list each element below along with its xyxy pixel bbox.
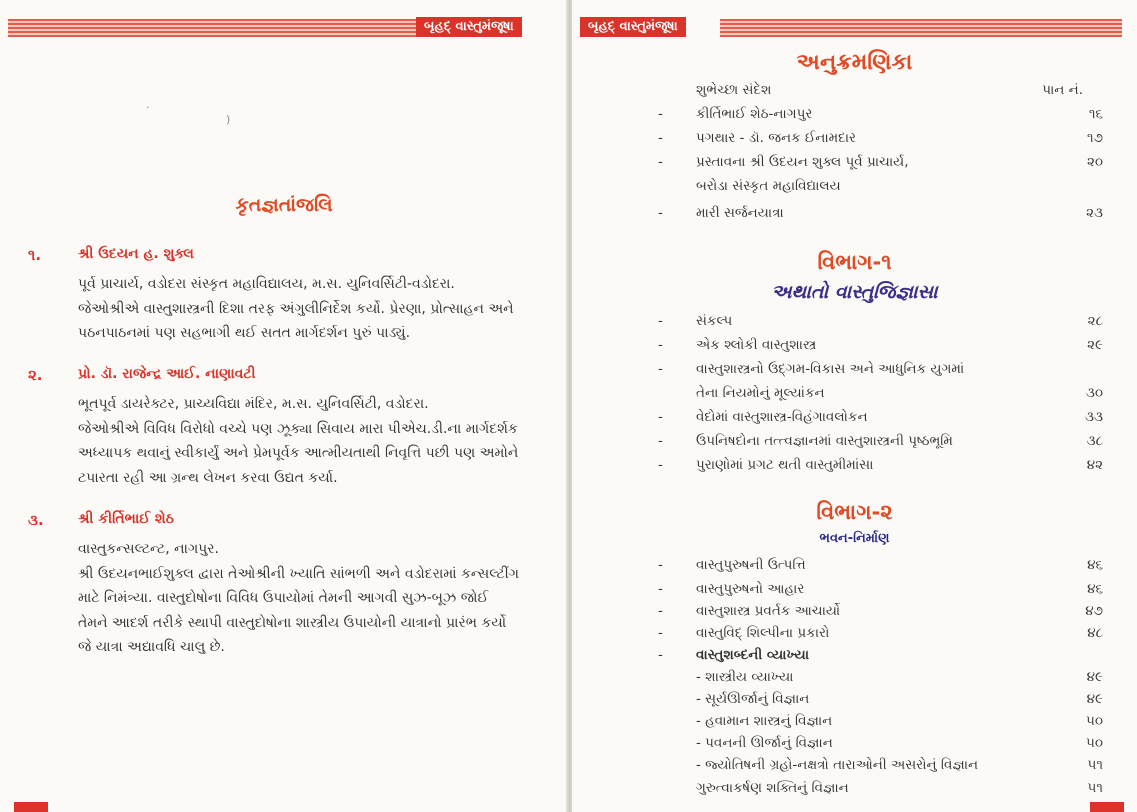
toc-text: - પવનની ઊર્જાનું વિજ્ઞાન [696, 735, 833, 751]
toc-row [572, 667, 1137, 689]
toc-page: ૪૨ [1086, 457, 1103, 473]
toc-row [572, 755, 1137, 777]
toc-dash: - [658, 337, 663, 353]
entry-line: જેઓશ્રીએ વિવિધ વિરોધો વચ્ચે પણ ઝૂક્યા સિવાય મારા પીએચ.ડી.ના માર્ગદર્શક [78, 420, 518, 437]
entry-line: તેમને આદર્શ તરીકે સ્થાપી વાસ્તુદોષોના શાસ્ત્રીય ઉપાયોની યાત્રાનો પ્રારંભ કર્યો [78, 614, 507, 631]
toc-row [572, 711, 1137, 733]
entry-body [78, 272, 548, 346]
toc-row [572, 359, 1137, 381]
toc-dash: - [658, 557, 663, 573]
toc-text: વાસ્તુશબ્દની વ્યાખ્યા [696, 647, 809, 663]
toc-text: - હવામાન શાસ્ત્રનું વિજ્ઞાન [696, 713, 833, 729]
toc-dash: - [658, 409, 663, 425]
toc-page: ૧૭ [1087, 130, 1103, 146]
toc-dash: - [658, 603, 663, 619]
entry-line: માટે નિમંત્ર્યા. વાસ્તુદોષોના વિવિધ ઉપાયોમાં તેમની આગવી સુઝ-બૂઝ જોઈ [78, 590, 489, 606]
toc-text: પ્રસ્તાવના શ્રી ઉદયન શુક્લ પૂર્વ પ્રાચાર્ય, [696, 154, 909, 170]
toc-page: ૫૦ [1086, 713, 1103, 729]
toc-row [572, 689, 1137, 711]
toc-dash: - [658, 130, 663, 146]
entry-body [78, 392, 548, 490]
entry-line: ભૂતપૂર્વ ડાયરેક્ટર, પ્રાચ્યવિદ્યા મંદિર, મ.સ. યુનિવર્સિટી, વડોદરા. [78, 396, 429, 412]
toc-row [572, 645, 1137, 667]
contents-title: અનુક્રમણિકા [796, 50, 913, 75]
stray-mark: ) [226, 113, 231, 126]
toc-page: ૨૦ [1086, 154, 1103, 170]
toc-page: ૪૯ [1086, 691, 1103, 707]
entry-line: શ્રી ઉદયનભાઈશુક્લ દ્વારા તેઓશ્રીની ખ્યાતિ સાંભળી અને વડોદરામાં કન્સલ્ટીંગ [78, 565, 519, 582]
entry-line: ટપારતા રહી આ ગ્રન્થ લેખન કરવા ઉદ્યત કર્યા. [78, 469, 338, 486]
entry-name: શ્રી ઉદયન હ. શુક્લ [78, 246, 194, 262]
left-page [0, 0, 568, 812]
toc-row [572, 104, 1137, 126]
page-number-box-right [1090, 802, 1124, 812]
toc-dash: - [658, 581, 663, 597]
acknowledgement-title: કૃતજ્ઞતાંજલિ [235, 194, 333, 216]
right-page [572, 0, 1137, 812]
toc-text: સંકલ્પ [696, 313, 733, 329]
toc-text: મારી સર્જનયાત્રા [696, 205, 784, 221]
toc-dash: - [658, 433, 663, 449]
toc-dash: - [658, 647, 663, 663]
toc-page: ૪૮ [1087, 625, 1103, 641]
toc-row [572, 407, 1137, 429]
toc-text: વાસ્તુવિદ્ શિલ્પીના પ્રકારો [696, 625, 830, 641]
toc-dash: - [658, 313, 663, 329]
toc-text: ગુરુત્વાકર્ષણ શક્તિનું વિજ્ઞાન [696, 780, 849, 796]
toc-row [572, 778, 1137, 800]
toc-row [572, 203, 1137, 225]
toc-page: ૩૩ [1085, 409, 1103, 425]
toc-row [572, 311, 1137, 333]
toc-text: શુભેચ્છા સંદેશ [696, 82, 772, 98]
toc-dash: - [658, 625, 663, 641]
toc-dash: - [658, 361, 663, 377]
entry-body [78, 537, 548, 660]
section2-subtitle: ભવન-નિર્માણ [819, 531, 890, 546]
toc-text: એક શ્લોકી વાસ્તુશાસ્ત્ર [696, 337, 817, 353]
entry-line: જેઓશ્રીએ વાસ્તુશાસ્ત્રની દિશા તરફ અંગુલીનિર્દેશ કર્યો. પ્રેરણા, પ્રોત્સાહન અને [78, 300, 514, 317]
section2-title: વિભાગ-૨ [816, 500, 893, 524]
header-rule-right [720, 19, 1122, 37]
toc-page: ૩૦ [1085, 385, 1103, 401]
toc-text: કીર્તિભાઈ શેઠ-નાગપુર [696, 106, 813, 122]
running-title-right: બૃહદ્ વાસ્તુમંજૂષા [580, 17, 686, 37]
section1-title: વિભાગ-૧ [817, 250, 892, 274]
stray-mark: · [146, 101, 150, 114]
toc-row [572, 431, 1137, 453]
toc-text: તેના નિયમોનું મૂલ્યાંકન [696, 385, 825, 401]
toc-page: ૧૬ [1088, 106, 1103, 122]
toc-row [572, 623, 1137, 645]
toc-page: ૨૮ [1087, 313, 1103, 329]
entry-line: પઠનપાઠનમાં પણ સહભાગી થઈ સતત માર્ગદર્શન પુરું પાડ્યું. [78, 325, 411, 341]
toc-row [572, 455, 1137, 477]
header-rule-left [8, 19, 416, 37]
page-number-box-left [14, 802, 48, 812]
toc-dash: - [658, 154, 663, 170]
toc-page: ૩૮ [1086, 433, 1103, 449]
toc-row [572, 128, 1137, 150]
toc-row [572, 152, 1137, 174]
toc-row [572, 383, 1137, 405]
toc-text: વેદોમાં વાસ્તુશાસ્ત્ર-વિહંગાવલોકન [696, 409, 868, 425]
toc-page: ૨૯ [1087, 337, 1103, 353]
toc-page: ૫૦ [1086, 735, 1103, 751]
page-column-header: પાન નં. [1042, 82, 1083, 98]
toc-row [572, 579, 1137, 601]
entry-number: ૧. [28, 246, 42, 264]
toc-text: વાસ્તુશાસ્ત્ર પ્રવર્તક આચાર્યો [696, 603, 841, 619]
toc-text: - સૂર્યઊર્જાનું વિજ્ઞાન [696, 691, 810, 707]
toc-row [572, 555, 1137, 577]
toc-row [572, 733, 1137, 755]
entry-number: ૨. [28, 366, 43, 384]
toc-row [572, 176, 1137, 198]
entry-line: વાસ્તુકન્સલ્ટન્ટ, નાગપુર. [78, 541, 219, 557]
toc-text: - શાસ્ત્રીય વ્યાખ્યા [696, 669, 794, 685]
entry-line: પૂર્વ પ્રાચાર્ય, વડોદરા સંસ્કૃત મહાવિદ્યાલય, મ.સ. યુનિવર્સિટી-વડોદરા. [78, 276, 455, 292]
toc-row [572, 601, 1137, 623]
toc-text: પગથાર - ડૉ. જનક ઈનામદાર [696, 130, 856, 146]
section1-subtitle: અથાતો વાસ્તુજિજ્ઞાસા [771, 281, 938, 303]
toc-text: - જ્યોતિષની ગ્રહો-નક્ષત્રો તારાઓની અસરોનું વિજ્ઞાન [696, 757, 979, 773]
toc-text: પુરાણોમાં પ્રગટ થતી વાસ્તુમીમાંસા [696, 457, 874, 473]
toc-page: ૪૬ [1087, 557, 1103, 573]
toc-text: વાસ્તુપુરુષનો આહાર [696, 581, 805, 597]
toc-page: ૨૩ [1086, 205, 1103, 221]
toc-text: બરોડા સંસ્કૃત મહાવિદ્યાલય [696, 178, 841, 194]
entry-line: અધ્યાપક થવાનું સ્વીકાર્યું અને પ્રેમપૂર્વક આત્મીયતાથી નિવૃત્તિ પછી પણ અમોને [78, 445, 519, 461]
toc-text: વાસ્તુશાસ્ત્રનો ઉદ્ગમ-વિકાસ અને આધુનિક યુગમાં [696, 361, 965, 377]
entry-line: જે યાત્રા અદ્યાવધિ ચાલુ છે. [78, 639, 225, 655]
toc-header-row [572, 80, 1137, 102]
toc-dash: - [658, 106, 663, 122]
toc-text: ઉપનિષદોના તત્ત્વજ્ઞાનમાં વાસ્તુશાસ્ત્રની પૃષ્ઠભૂમિ [696, 433, 953, 449]
toc-text: વાસ્તુપુરુષની ઉત્પત્તિ [696, 557, 806, 573]
toc-row [572, 335, 1137, 357]
toc-page: ૪૭ [1085, 603, 1103, 619]
entry-name: પ્રો. ડૉ. રાજેન્દ્ર આઈ. નાણાવટી [78, 366, 256, 382]
entry-number: ૩. [28, 511, 44, 529]
toc-dash: - [658, 457, 663, 473]
toc-page: ૪૬ [1087, 581, 1103, 597]
running-title-left: બૃહદ્ વાસ્તુમંજૂષા [416, 17, 522, 37]
toc-page: ૪૯ [1086, 669, 1103, 685]
toc-page: ૫૧ [1087, 780, 1103, 796]
entry-name: શ્રી કીર્તિભાઈ શેઠ [78, 511, 174, 527]
toc-page: ૫૧ [1087, 757, 1103, 773]
toc-dash: - [658, 205, 663, 221]
